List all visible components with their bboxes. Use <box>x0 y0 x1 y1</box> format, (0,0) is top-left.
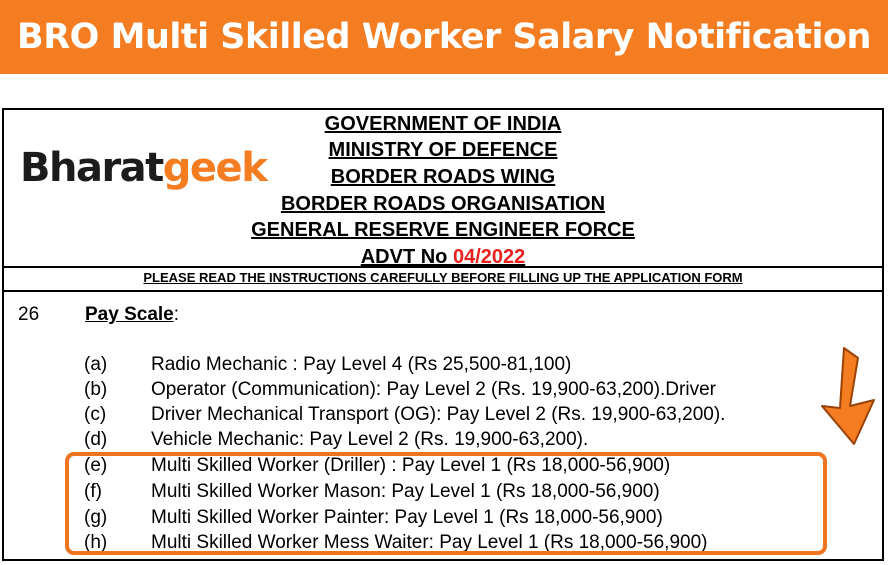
highlight-box <box>65 452 827 555</box>
item-label: (g) <box>84 507 108 528</box>
pay-scale-colon: : <box>173 304 180 325</box>
logo-text-geek: geek <box>162 145 267 191</box>
header-line-government: GOVERNMENT OF INDIA <box>324 113 562 135</box>
item-text: Multi Skilled Worker Painter: Pay Level 1 (Rs 18,000-56,900) <box>151 507 663 528</box>
header-line-gref: GENERAL RESERVE ENGINEER FORCE <box>251 219 635 241</box>
separator-bottom <box>4 290 882 292</box>
advt-number-value: 04/2022 <box>452 246 526 268</box>
item-text: Vehicle Mechanic: Pay Level 2 (Rs. 19,900-63,200). <box>151 429 589 450</box>
banner-title: BRO Multi Skilled Worker Salary Notification <box>17 17 871 57</box>
logo-text-bharat: Bharat <box>20 145 163 191</box>
title-banner <box>0 0 888 74</box>
item-text: Multi Skilled Worker Mason: Pay Level 1 (Rs 18,000-56,900) <box>151 481 660 502</box>
advt-label: ADVT No <box>360 246 453 268</box>
item-text: Driver Mechanical Transport (OG): Pay Level 2 (Rs. 19,900-63,200). <box>151 404 726 425</box>
pay-scale-heading: Pay Scale <box>85 304 174 325</box>
header-line-border-roads-wing: BORDER ROADS WING <box>330 166 556 188</box>
item-text: Radio Mechanic : Pay Level 4 (Rs 25,500-81,100) <box>151 354 572 375</box>
section-number: 26 <box>18 304 40 325</box>
item-label: (d) <box>84 429 108 450</box>
item-label: (a) <box>84 354 108 375</box>
header-line-bro: BORDER ROADS ORGANISATION <box>280 193 606 215</box>
item-label: (h) <box>84 532 108 553</box>
item-label: (b) <box>84 379 108 400</box>
item-label: (f) <box>84 481 102 502</box>
item-text: Multi Skilled Worker (Driller) : Pay Level 1 (Rs 18,000-56,900) <box>151 455 671 476</box>
section-title <box>85 304 179 326</box>
down-arrow-icon <box>816 344 878 448</box>
instruction-banner: PLEASE READ THE INSTRUCTIONS CAREFULLY BEFORE FILLING UP THE APPLICATION FORM <box>143 270 743 285</box>
header-line-ministry: MINISTRY OF DEFENCE <box>328 139 558 161</box>
separator-top <box>4 266 882 268</box>
item-text: Operator (Communication): Pay Level 2 (Rs. 19,900-63,200).Driver <box>151 379 716 400</box>
item-text: Multi Skilled Worker Mess Waiter: Pay Level 1 (Rs 18,000-56,900) <box>151 532 708 553</box>
item-label: (e) <box>84 455 108 476</box>
item-label: (c) <box>84 404 107 425</box>
